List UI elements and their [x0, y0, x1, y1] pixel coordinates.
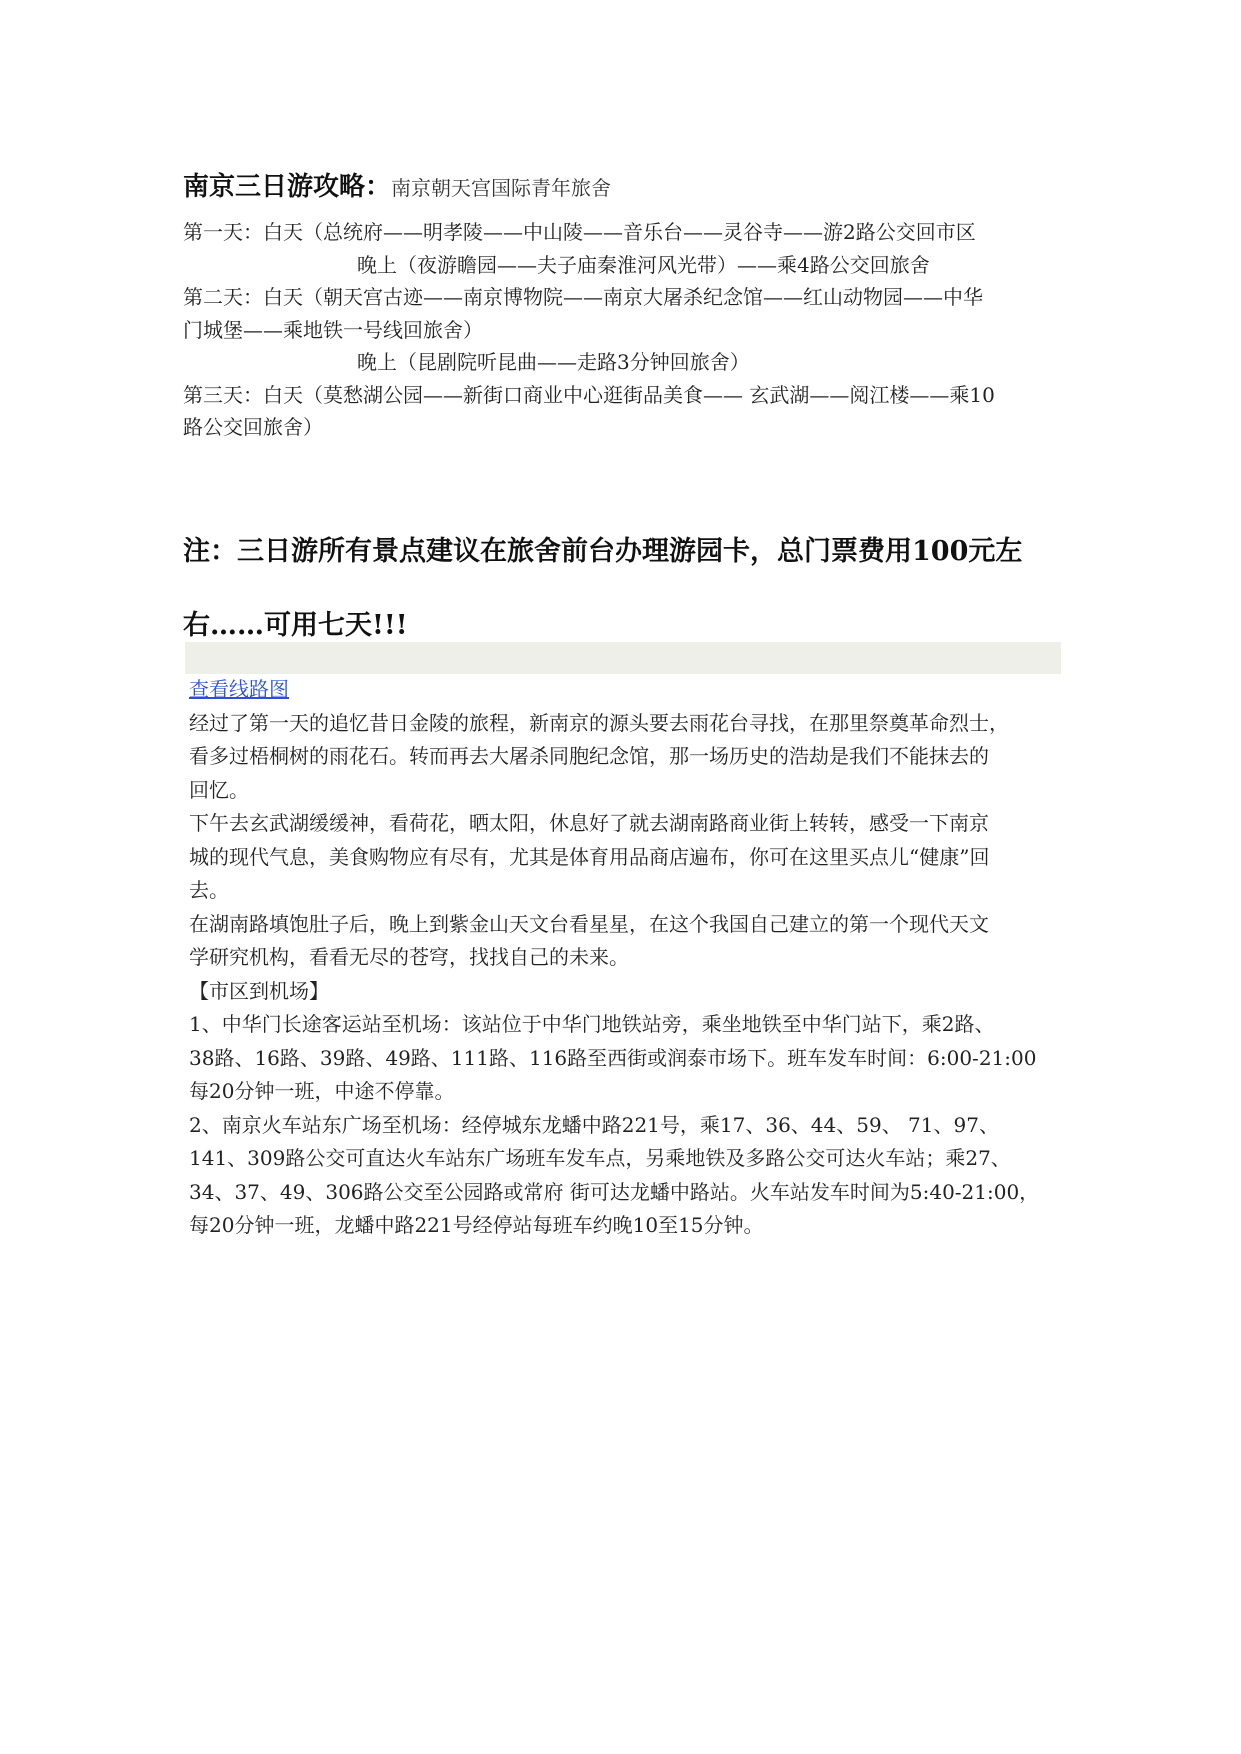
itinerary-day1-day: 第一天：白天（总统府——明孝陵——中山陵——音乐台——灵谷寺——游2路公交回市区 — [183, 220, 976, 244]
page-title — [183, 166, 1063, 203]
paragraph-2-line2: 城的现代气息，美食购物应有尽有，尤其是体育用品商店遍布，你可在这里买点儿“健康”回 — [189, 844, 990, 869]
paragraph-1-line3: 回忆。 — [189, 777, 249, 802]
paragraph-2-line3: 去。 — [189, 878, 229, 902]
itinerary-day2-night: 晚上（昆剧院听昆曲——走路3分钟回旅舍） — [357, 350, 750, 374]
airport-route-2-line1: 2、南京火车站东广场至机场：经停城东龙蟠中路221号，乘17、36、44、59、 71、97、 — [189, 1112, 999, 1137]
section-divider-bar — [185, 642, 1061, 674]
itinerary-day2-day-line1: 第二天：白天（朝天宫古迹——南京博物院——南京大屠杀纪念馆——红山动物园——中华 — [183, 285, 983, 309]
title-main: 南京三日游攻略： — [183, 172, 392, 202]
airport-route-2-line2: 141、309路公交可直达火车站东广场班车发车点，另乘地铁及多路公交可达火车站；乘27、 — [189, 1146, 1011, 1170]
airport-route-1-line2: 38路、16路、39路、49路、111路、116路至西街或润泰市场下。班车发车时间：6:00-21:00 — [189, 1045, 1037, 1070]
paragraph-1-line2: 看多过梧桐树的雨花石。转而再去大屠杀同胞纪念馆，那一场历史的浩劫是我们不能抹去的 — [189, 744, 989, 768]
ticket-note-line1: 注：三日游所有景点建议在旅舍前台办理游园卡，总门票费用100元左 — [183, 536, 1023, 567]
ticket-note — [183, 515, 1068, 663]
itinerary-day1-night: 晚上（夜游瞻园——夫子庙秦淮河风光带）——乘4路公交回旅舍 — [357, 252, 930, 277]
airport-route-2-line4: 每20分钟一班，龙蟠中路221号经停站每班车约晚10至15分钟。 — [189, 1213, 764, 1237]
title-subtitle: 南京朝天宫国际青年旅舍 — [391, 176, 612, 200]
itinerary-day3-day-line2: 路公交回旅舍） — [183, 415, 323, 439]
route-map-link[interactable]: 查看线路图 — [189, 677, 289, 701]
airport-route-1-line1: 1、中华门长途客运站至机场：该站位于中华门地铁站旁，乘坐地铁至中华门站下，乘2路、 — [189, 1012, 995, 1036]
paragraph-1-line1: 经过了第一天的追忆昔日金陵的旅程，新南京的源头要去雨花台寻找，在那里祭奠革命烈士， — [189, 710, 1009, 735]
itinerary-day3-day-line1: 第三天：白天（莫愁湖公园——新街口商业中心逛街品美食—— 玄武湖——阅江楼——乘10 — [183, 382, 995, 407]
airport-section-heading: 【市区到机场】 — [189, 978, 329, 1003]
airport-route-2-line3: 34、37、49、306路公交至公园路或常府 街可达龙蟠中路站。火车站发车时间为5:40-21:00， — [189, 1179, 1040, 1204]
itinerary-day2-day-line2: 门城堡——乘地铁一号线回旅舍） — [183, 317, 483, 342]
paragraph-2-line1: 下午去玄武湖缓缓神，看荷花，晒太阳，休息好了就去湖南路商业街上转转，感受一下南京 — [189, 811, 989, 835]
itinerary — [183, 216, 1068, 444]
article-content — [189, 673, 1064, 1243]
paragraph-3-line2: 学研究机构，看看无尽的苍穹，找找自己的未来。 — [189, 945, 629, 969]
airport-route-1-line3: 每20分钟一班，中途不停靠。 — [189, 1079, 455, 1103]
ticket-note-line2: 右……可用七天!!! — [183, 610, 408, 641]
paragraph-3-line1: 在湖南路填饱肚子后，晚上到紫金山天文台看星星，在这个我国自己建立的第一个现代天文 — [189, 911, 989, 936]
